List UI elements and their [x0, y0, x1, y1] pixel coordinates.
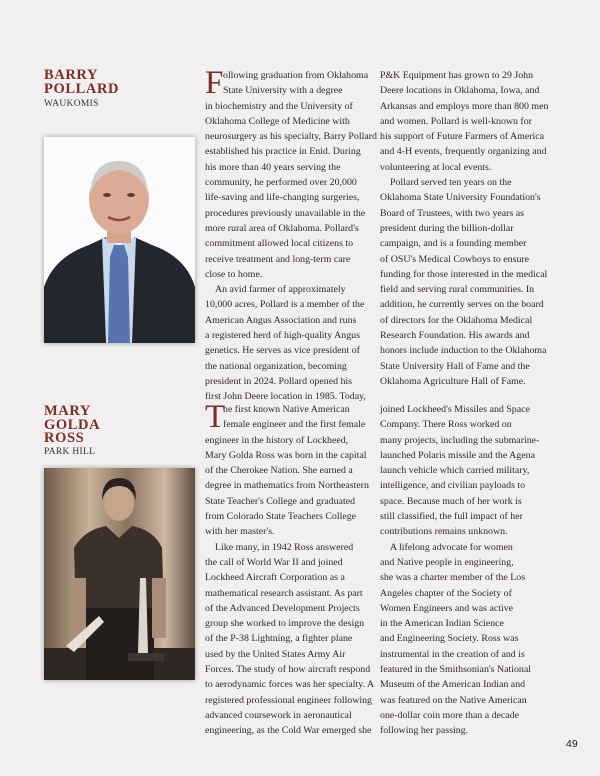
text-line: of the Advanced Development Projects: [205, 602, 360, 614]
text-line: American Angus Association and runs: [205, 314, 357, 326]
text-line: Like many, in 1942 Ross answered: [215, 541, 354, 553]
text-line: launched Polaris missile and the Agena: [380, 449, 535, 461]
text-line: campaign, and is a founding member: [380, 238, 527, 250]
text-line: Oklahoma State University Foundation's: [380, 192, 541, 204]
portrait-illustration: [44, 468, 195, 680]
profile-name: [44, 69, 119, 96]
text-line: State University with a degree: [223, 85, 343, 97]
profile-town: WAUKOMIS: [44, 99, 99, 109]
text-line: advanced coursework in aeronautical: [205, 709, 352, 721]
bio-column-1: [205, 399, 375, 739]
text-line: female engineer and the first female: [223, 419, 366, 431]
text-line: the call of World War II and joined: [205, 556, 343, 568]
text-line: Research Foundation. His awards and: [380, 330, 530, 342]
page-number: 49: [566, 738, 578, 750]
text-line: joined Lockheed's Missiles and Space: [380, 404, 530, 415]
text-line: launch vehicle which carried military,: [380, 465, 530, 477]
text-line: space. Because much of her work is: [380, 495, 522, 507]
text-line: funding for those interested in the medical: [380, 268, 548, 280]
text-line: president in 2024. Pollard opened his: [205, 375, 353, 387]
text-line: with her master's.: [205, 526, 275, 538]
text-line: following her passing.: [380, 725, 469, 737]
text-line: Museum of the American Indian and: [380, 679, 526, 691]
text-line: Arkansas and employs more than 800 men: [380, 100, 549, 112]
text-line: first John Deere location in 1985. Today,: [205, 391, 366, 403]
drop-cap: F: [205, 65, 224, 101]
text-line: degree in mathematics from Northeastern: [205, 480, 369, 492]
text-line: An avid farmer of approximately: [215, 284, 346, 296]
text-line: engineer in the history of Lockheed,: [205, 434, 349, 446]
bio-column-1: [205, 65, 377, 405]
text-line: mathematical research assistant. As part: [205, 587, 363, 599]
text-line: in biochemistry and the University of: [205, 100, 353, 112]
text-line: Women Engineers and was active: [380, 602, 514, 614]
text-line: and women. Pollard is well-known for: [380, 115, 532, 127]
text-line: procedures previously unavailable in the: [205, 207, 366, 219]
name-line: BARRY: [44, 67, 99, 83]
name-line: ROSS: [44, 430, 85, 446]
text-line: more rural area of Oklahoma. Pollard's: [205, 222, 359, 234]
text-line: engineering, as the Cold War emerged she: [205, 725, 372, 737]
bio-column-2: [380, 68, 548, 389]
text-line: intelligence, and civilian payloads to: [380, 480, 526, 492]
text-line: of the Cherokee Nation. She earned a: [205, 465, 353, 477]
text-line: receive treatment and long-term care: [205, 253, 351, 265]
text-line: honors include induction to the Oklahoma: [380, 345, 547, 357]
drop-cap: T: [205, 399, 226, 435]
text-line: he first known Native American: [223, 404, 350, 415]
text-line: from Colorado State Teachers College: [205, 511, 357, 523]
text-line: and Native people in engineering,: [380, 556, 514, 568]
text-line: instrumental in the creation of and is: [380, 648, 525, 660]
text-line: a registered herd of high-quality Angus: [205, 330, 360, 342]
text-line: Mary Golda Ross was born in the capital: [205, 449, 367, 461]
text-line: Oklahoma College of Medicine with: [205, 115, 350, 127]
text-line: group she worked to improve the design: [205, 618, 365, 630]
text-line: close to home.: [205, 268, 263, 280]
portrait-photo-mary-golda-ross: [44, 468, 195, 680]
text-line: life-saving and life-changing surgeries,: [205, 192, 360, 204]
text-line: she was a charter member of the Los: [380, 572, 526, 584]
text-line: commitment allowed local citizens to: [205, 238, 354, 250]
text-line: many projects, including the submarine-: [380, 434, 540, 446]
text-line: used by the United States Army Air: [205, 648, 346, 660]
text-line: the national organization, becoming: [205, 360, 347, 372]
text-line: in the American Indian Science: [380, 618, 504, 630]
text-line: Pollard served ten years on the: [390, 177, 512, 189]
text-line: community, he performed over 20,000: [205, 177, 357, 189]
text-line: of the P-38 Lightning, a fighter plane: [205, 633, 353, 645]
text-line: Oklahoma Agriculture Hall of Fame.: [380, 375, 526, 387]
text-line: and Engineering Society. Ross was: [380, 633, 519, 645]
text-line: featured in the Smithsonian's National: [380, 664, 531, 676]
name-line: GOLDA: [44, 416, 101, 433]
text-line: his support of Future Farmers of America: [380, 131, 545, 143]
text-line: genetics. He serves as vice president of: [205, 345, 360, 357]
text-line: registered professional engineer following: [205, 694, 372, 706]
text-line: his more than 40 years serving the: [205, 161, 341, 173]
text-line: of directors for the Oklahoma Medical: [380, 314, 533, 326]
bio-column-2: [380, 402, 548, 739]
text-line: Company. There Ross worked on: [380, 419, 512, 431]
text-line: Lockheed Aircraft Corporation as a: [205, 572, 345, 584]
text-line: president during the billion-dollar: [380, 222, 514, 234]
text-line: still classified, the full impact of her: [380, 511, 523, 523]
text-line: A lifelong advocate for women: [390, 541, 513, 553]
text-line: field and serving rural communities. In: [380, 284, 535, 296]
text-line: State Teacher's College and graduated: [205, 495, 356, 507]
text-line: Angeles chapter of the Society of: [380, 587, 512, 599]
name-line: POLLARD: [44, 80, 120, 97]
text-line: of OSU's Medical Cowboys to ensure: [380, 253, 530, 265]
text-line: P&K Equipment has grown to 29 John: [380, 70, 534, 81]
text-line: was featured on the Native American: [380, 694, 527, 706]
text-line: contributions remains unknown.: [380, 526, 508, 538]
text-line: established his practice in Enid. During: [205, 146, 361, 158]
portrait-photo-barry-pollard: [44, 137, 195, 343]
text-line: Board of Trustees, with two years as: [380, 207, 524, 219]
text-line: neurosurgery as his specialty, Barry Pollard: [205, 131, 377, 143]
text-line: one-dollar coin more than a decade: [380, 709, 520, 721]
profile-town: PARK HILL: [44, 447, 96, 457]
text-line: Forces. The study of how aircraft respond: [205, 664, 371, 676]
text-line: State University Hall of Fame and the: [380, 360, 530, 372]
text-line: 10,000 acres, Pollard is a member of the: [205, 299, 365, 311]
name-line: MARY: [44, 403, 91, 419]
text-line: volunteering at local events.: [380, 161, 492, 173]
text-line: to aerodynamic forces was her specialty. A: [205, 679, 375, 691]
profile-name: [44, 405, 100, 446]
text-line: addition, he currently serves on the board: [380, 299, 544, 311]
text-line: and 4-H events, frequently organizing and: [380, 146, 547, 158]
text-line: ollowing graduation from Oklahoma: [223, 70, 369, 81]
text-line: Deere locations in Oklahoma, Iowa, and: [380, 85, 540, 97]
portrait-illustration: [44, 137, 195, 343]
